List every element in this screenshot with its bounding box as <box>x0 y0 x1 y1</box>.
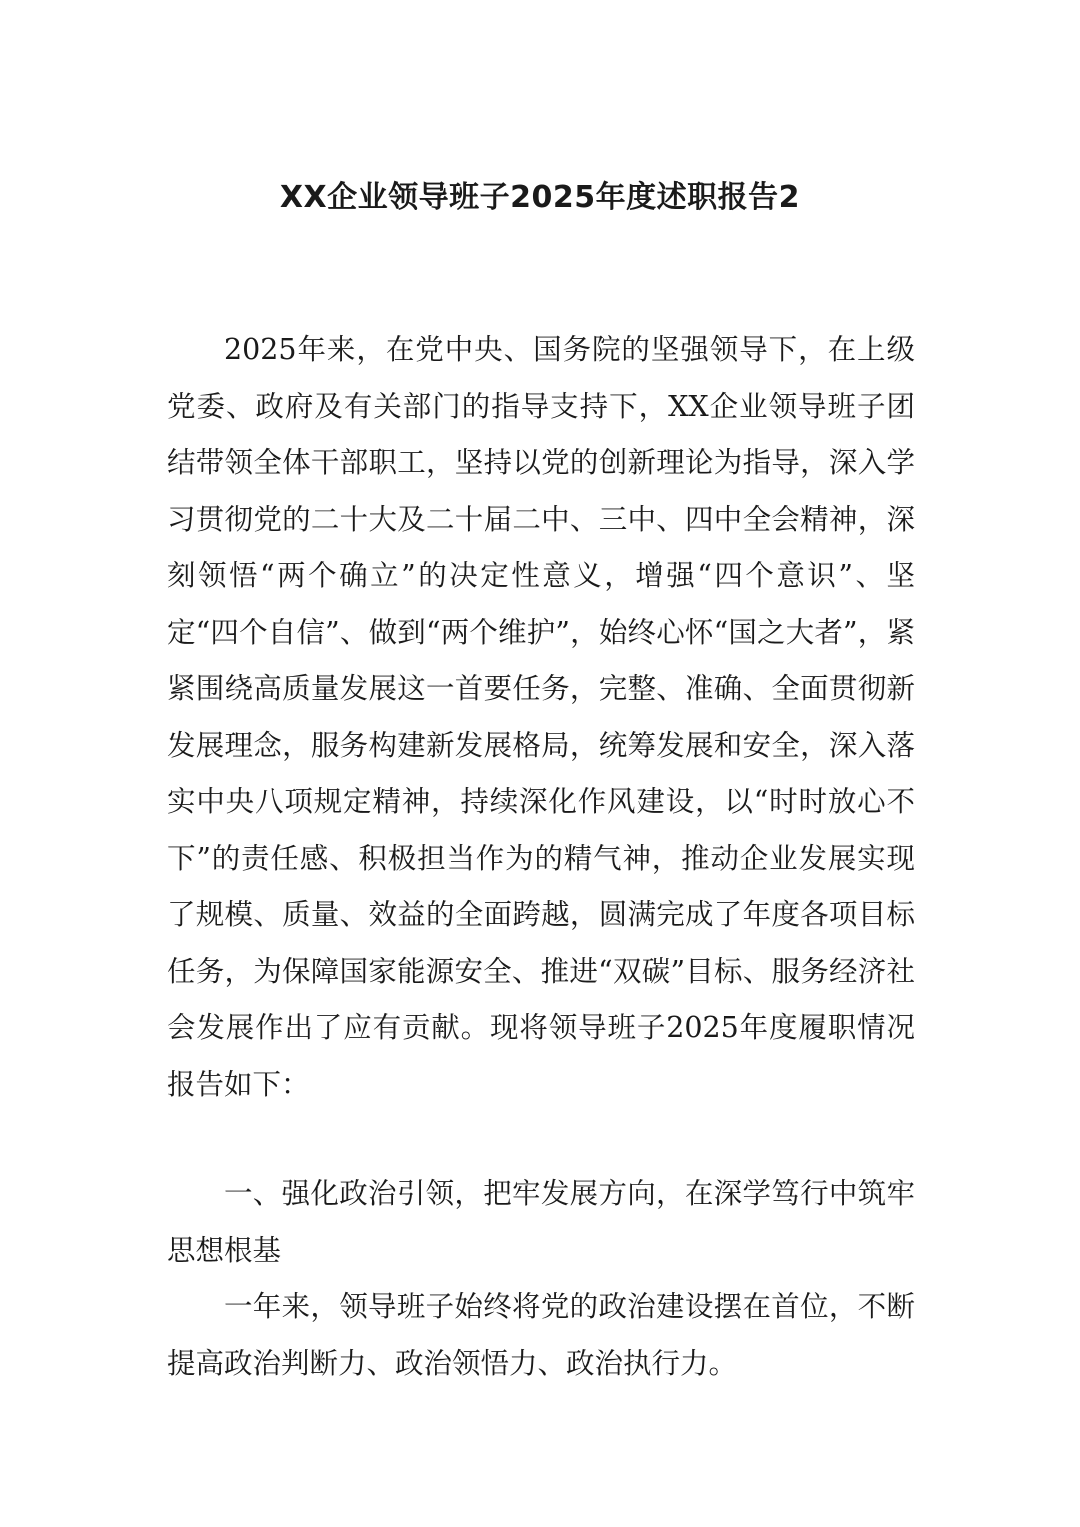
document-title: XX企业领导班子2025年度述职报告2 <box>279 180 801 215</box>
section-paragraph: 一年来，领导班子始终将党的政治建设摆在首位，不断提高政治判断力、政治领悟力、政治执行力。 <box>167 1290 915 1380</box>
section-heading: 一、强化政治引领，把牢发展方向，在深学笃行中筑牢思想根基 <box>167 1177 915 1267</box>
intro-paragraph: 2025年来，在党中央、国务院的坚强领导下，在上级党委、政府及有关部门的指导支持下，XX企业领导班子团结带领全体干部职工，坚持以党的创新理论为指导，深入学习贯彻党的二十大及二十届二中、三中、四中全会精神，深刻领悟“两个确立”的决定性意义，增强“四个意识”、坚定“四个自信”、做到“两个维护”，始终心怀“国之大者”，紧紧围绕高质量发展这一首要任务，完整、准确、全面贯彻新发展理念，服务构建新发展格局，统筹发展和安全，深入落实中央八项规定精神，持续深化作风建设，以“时时放心不下”的责任感、积极担当作为的精气神，推动企业发展实现了规模、质量、效益的全面跨越，圆满完成了年度各项目标任务，为保障国家能源安全、推进“双碳”目标、服务经济社会发展作出了应有贡献。现将领导班子2025年度履职情况报告如下： <box>167 333 915 1101</box>
